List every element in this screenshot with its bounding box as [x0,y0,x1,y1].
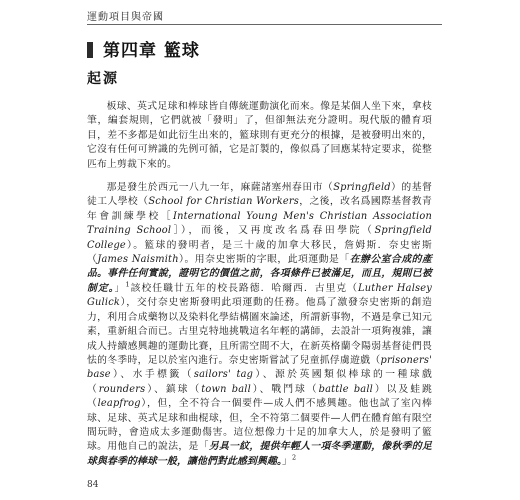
footnote-ref[interactable]: 1 [125,280,130,289]
footnote-ref[interactable]: 2 [292,453,297,462]
italic-term: town ball [201,383,251,395]
text-run: ）、戰鬥球（ [250,383,319,395]
italic-term: rounders [98,383,146,395]
quote: 在辦公室合成的產品。事件任何實說，證明它的價值之前，各項條件已被滿足，而且，規則已被制定。 [87,254,432,294]
body-text [87,100,432,469]
text-run: ）、源於英國類似棒球的一種球戲（ [87,369,432,395]
italic-term: battle ball [318,383,374,395]
italic-term: School for Christian Workers [148,196,299,208]
text-run: 該校任職廿五年的校長路德．哈爾西．古里克（ [129,282,359,294]
italic-term: prisoners' base [87,354,432,381]
text-run: 那是發生於西元一八九一年，麻薩諸塞州春田市（ [106,182,334,194]
italic-term: James Naismith [97,254,179,266]
paragraph-1 [87,100,432,172]
text-run: ）。用奈史密斯的字眼，此項運動是「 [178,254,350,266]
quote: 另具一紋，提供年輕人一項冬季運動，像秋季的足球與春季的棒球一般，讓他們對此感到興趣。 [87,441,433,467]
text-run: ）的基督徒工人學校（ [87,182,432,208]
italic-term: leapfrog [97,398,141,410]
text-run: ），交付奈史密斯發明此項運動的任務。他爲了激發奈史密斯的創造力，利用合成藥物以及染料化學結構圖來論述，所謂新事物，不過是拿已知元素，重新組合而已。古里克特地挑戰這名年輕的講師，去設計一項夠複雜，讓成人持續感興趣的運動比賽，且所需空間不大，在新英格蘭令陽弱基督徒們畏怯的冬季時，足以於室內進行。奈史密斯嘗試了兒童抓俘虜遊戲（ [87,297,432,366]
italic-term: sailors' tag [193,369,254,381]
italic-term: Luther Halsey Gulick [87,282,433,309]
paragraph-2 [87,181,432,469]
running-header: 運動項目與帝國 [87,12,164,23]
text-run: ），但，全不符合一個要件—成人們不感興趣。他也試了室內棒球、足球、英式足球和曲棍球，但，全不符第二個要件—人們在體育館有限空間玩時，會造成太多運動傷害。這位想像力十足的加拿大人，於是發明了籃球。用他自己的說法，是「 [87,398,433,453]
italic-term: Springfield [333,182,391,194]
section-title: 起源 [87,71,119,87]
text-run: ）、鎮球（ [145,383,202,395]
page-number: 84 [87,480,99,490]
chapter-marker [87,42,93,58]
text-run: ）。籃球的發明者，是三十歲的加拿大移民，詹姆斯．奈史密斯（ [87,239,432,266]
text-run: ］），而後，又再度改名爲春田學院（ [171,225,375,237]
header-divider [87,24,442,25]
text-run: 」 [114,282,126,294]
text-run: ，之後，改名爲國際基督教青年會訓練學校［ [87,196,432,222]
text-run: ）、水手標籤（ [110,369,194,381]
italic-term: International Young Men's Christian Association Training School [87,210,432,237]
chapter-title: 第四章 籃球 [103,41,200,61]
text-run: 」 [282,455,293,467]
text-run: ）以及蛙跳（ [87,383,432,410]
paragraph-1-text: 板球、英式足球和棒球皆自傳統運動演化而來。像是某個人坐下來，拿枝筆，編套規則，它們就被「發明」了，但卻無法充分證明。現代版的體育項目，差不多都是如此衍生出來的，籃球則有更充分的根據，是被發明出來的，它沒有任何可辨識的先例可循，它是訂製的，像似爲了回應某特定要求，從整匹布上剪裁下來的。 [87,101,432,170]
italic-term: Springfield College [87,225,432,251]
